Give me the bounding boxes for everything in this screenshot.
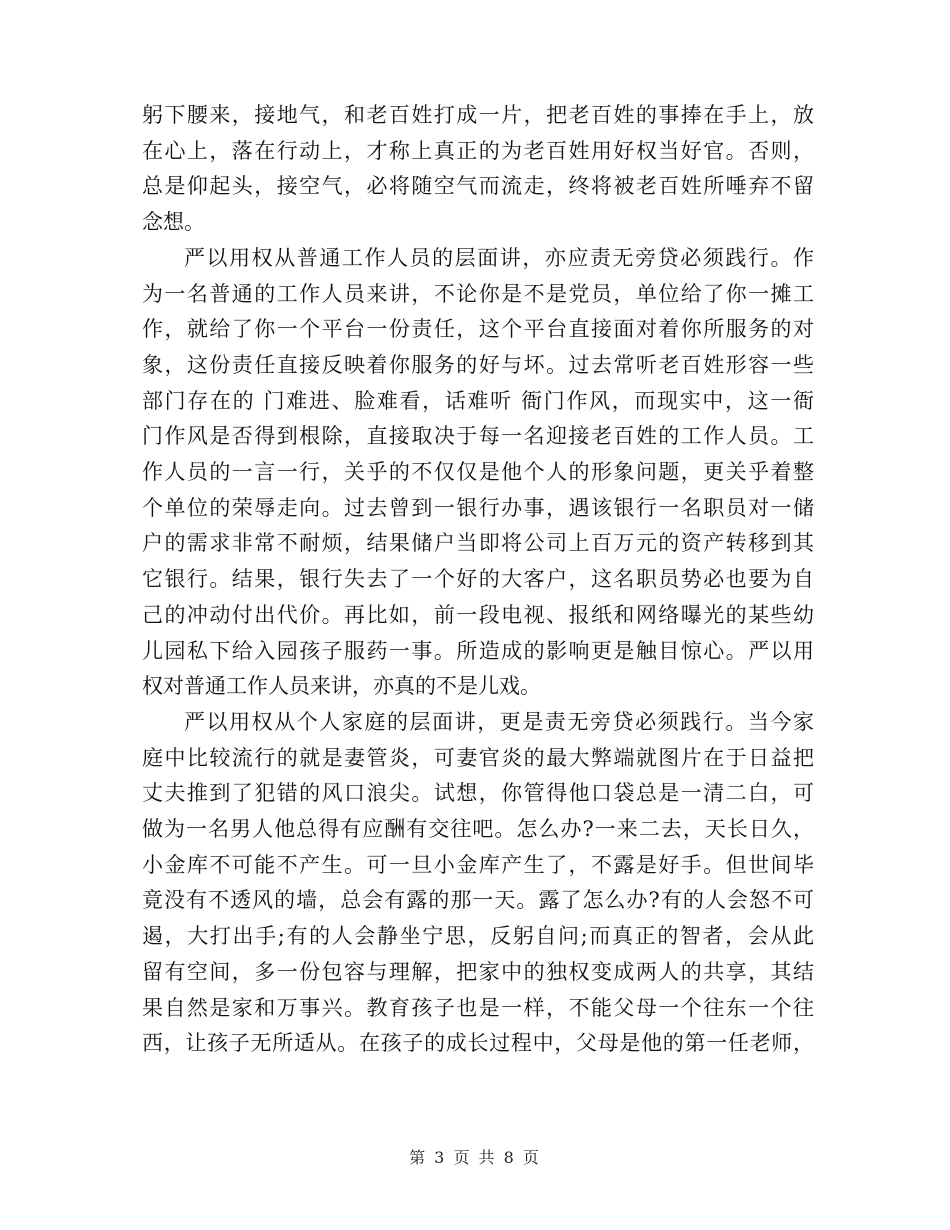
text-line: 它银行。结果，银行失去了一个好的大客户，这名职员势必也要为自 [142, 567, 814, 592]
text-line: 竟没有不透风的墙，总会有露的那一天。露了怎么办?有的人会怒不可 [142, 888, 814, 913]
text-line: 小金库不可能不产生。可一旦小金库产生了，不露是好手。但世间毕 [142, 852, 814, 877]
text-line: 门作风是否得到根除，直接取决于每一名迎接老百姓的工作人员。工 [142, 424, 814, 449]
text-line: 作人员的一言一行，关乎的不仅仅是他个人的形象问题，更关乎着整 [142, 460, 814, 485]
text-line: 象，这份责任直接反映着你服务的好与坏。过去常听老百姓形容一些 [142, 352, 814, 377]
text-line: 果自然是家和万事兴。教育孩子也是一样，不能父母一个往东一个往 [142, 995, 814, 1020]
text-line: 为一名普通的工作人员来讲，不论你是不是党员，单位给了你一摊工 [142, 281, 814, 306]
document-body [142, 98, 814, 1062]
text-line: 户的需求非常不耐烦，结果储户当即将公司上百万元的资产转移到其 [142, 531, 814, 556]
text-line: 己的冲动付出代价。再比如，前一段电视、报纸和网络曝光的某些幼 [142, 602, 814, 627]
text-line: 丈夫推到了犯错的风口浪尖。试想，你管得他口袋总是一清二白，可 [142, 781, 814, 806]
text-line: 儿园私下给入园孩子服药一事。所造成的影响更是触目惊心。严以用 [142, 638, 814, 663]
text-line: 权对普通工作人员来讲，亦真的不是儿戏。 [142, 674, 541, 699]
text-line: 总是仰起头，接空气，必将随空气而流走，终将被老百姓所唾弃不留 [142, 174, 814, 199]
text-line: 严以用权从个人家庭的层面讲，更是责无旁贷必须践行。当今家 [184, 709, 814, 734]
text-line: 念想。 [142, 210, 205, 235]
text-line: 遏，大打出手;有的人会静坐宁思，反躬自问;而真正的智者，会从此 [142, 924, 814, 949]
paragraph [142, 705, 814, 1062]
text-line: 个单位的荣辱走向。过去曾到一银行办事，遇该银行一名职员对一储 [142, 495, 814, 520]
text-line: 严以用权从普通工作人员的层面讲，亦应责无旁贷必须践行。作 [184, 245, 814, 270]
text-line: 作，就给了你一个平台一份责任，这个平台直接面对着你所服务的对 [142, 317, 814, 342]
text-line: 西，让孩子无所适从。在孩子的成长过程中，父母是他的第一任老师， [142, 1031, 814, 1056]
paragraph [142, 98, 814, 241]
page-footer: 第 3 页 共 8 页 [409, 1148, 541, 1167]
text-line: 躬下腰来，接地气，和老百姓打成一片，把老百姓的事捧在手上，放 [142, 103, 814, 127]
text-line: 部门存在的 门难进、脸难看，话难听 衙门作风，而现实中，这一衙 [142, 388, 814, 413]
text-line: 庭中比较流行的就是妻管炎，可妻官炎的最大弊端就图片在于日益把 [142, 745, 814, 770]
paragraph [142, 241, 814, 705]
text-line: 留有空间，多一份包容与理解，把家中的独权变成两人的共享，其结 [142, 959, 814, 984]
text-line: 做为一名男人他总得有应酬有交往吧。怎么办?一来二去，天长日久， [142, 817, 814, 842]
text-line: 在心上，落在行动上，才称上真正的为老百姓用好权当好官。否则， [142, 138, 814, 163]
